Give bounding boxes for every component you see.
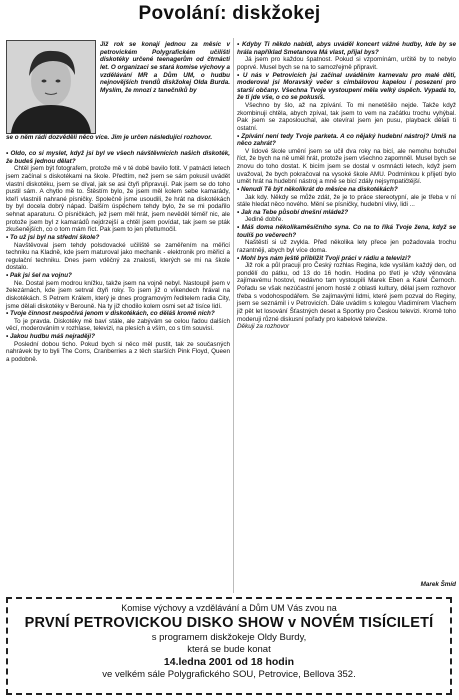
left-column-answer: Navštěvoval jsem tehdy polsdovacké učiliště se zaměřením na měřicí techniku na Kladně, kde jsem maturoval jako mechanik - elektronik pro měřicí a regulační techniku. Dnes jsem vděčný za znalosti, kterých se mi na škole dostalo. [6,241,230,272]
left-column-question: • Tvoje činnost nespočívá jenom v diskotékách, co děláš kromě nich? [6,310,215,318]
left-column-answer: To je pravda. Diskotéky mě baví stále, ale zabývám se celou řadou dalších věcí, moderováním v rozhlase, televizi, na plesích a vším, co s tím souvisí. [6,317,230,333]
left-column-question: • Oldo, co si myslet, když jsi byl ve všech návštěvnících našich diskoték, že budeš jednou dělat? [6,150,230,165]
ad-date: 14.ledna 2001 od 18 hodin [163,656,295,668]
left-column [6,150,230,364]
right-column-question: • Máš doma několikaměsíčního syna. Co na to říká Tvoje žena, když se toulíš po večerech? [237,224,456,239]
right-column [237,41,456,331]
portrait-photo [6,40,96,134]
right-column-question: • U nás v Petrovicích jsi začínal uváděním karnevalu pro malé děti, moderoval jsi Moravský večer s cimbálovou kapelou i posezení pro starší občany. Všechna Tvoje vystoupení měla velký úspěch. Vypadá to, že ti jde vše, o co se pokusíš. [237,71,456,102]
right-column-answer: Již rok a půl pracuji pro Český rozhlas Regina, kde vysílám každý den, od pondělí do pátku, od 13 do 16 hodin. Hodina po třetí je vždy věnována zajímavému hostovi, nedávno tam vystoupili Marek Eben a Karel Černoch. Pořadu se však nezúčastní jenom hosté z oblasti kultury, dělal jsem rozhovor třeba s vodohospodářem. Se zajímavými lidmi, které jsem pozval do Reginy, jsem se seznámil i v Petrovicích. Dále uvádím s kolegou Vladimírem Vlachem již pět let losování Šťastných deset a Sportky pro Českou televizi. Kromě toho moderuji různé diskusní pořady pro kabelové televize. [237,262,456,323]
left-column-question: • Pak jsi šel na vojnu? [6,272,72,279]
right-column-answer: Jedině dobře. [245,216,284,224]
intro-part1: Již rok se konají jednou za měsíc v petrovickém Polygrafickém učilišti diskotéky určené teenagerům od čtrnácti let. O organizaci se stará komise výchovy a vzdělávání MR a Dům UM, o hudbu nejnovějších trendů diskžokej Olda Burda. Myslím, že mnozí z tanečníků by [100,41,230,94]
left-column-question: • To už jsi byl na střední škole? [6,233,100,241]
event-announcement-box [6,597,452,695]
column-divider [233,38,234,593]
right-column-answer: Já jsem pro každou špatnost. Pokud si vzpomínám, určitě by to nebylo poprvé. Musel bych se na to samozřejmě připravit. [237,56,456,71]
right-column-question: • Jak na Tebe působí dnešní mládež? [237,208,349,216]
ad-headline: PRVNÍ PETROVICKOU DISKO SHOW v NOVÉM TISÍCILETÍ [24,615,434,631]
intro-part2: se o něm rádi dozvěděli něco více. Jim je určen následující rozhovor. [6,134,213,141]
right-column-question: • Mohl bys nám ještě přiblížit Tvoji práci v rádiu a televizi? [237,254,411,262]
right-column-answer: Všechno by šlo, až na zpívání. To mi nenetěšilo nejde. Takže když zkombinuji chtěla, abych zpíval, tak jsem to vem na začátku trochu vyhýbal. Pak jsem se zaposlouchal, ale otevíral jsem jen pusu, playback dělali ti ostatní. [237,102,456,132]
author-signature: Marek Šmíd [420,581,456,588]
right-column-question: • Nenudí Tě být několikrát do měsíce na diskotékách? [237,185,398,193]
right-column-answer: Naštěstí si už zvykla. Před několika lety přece jen požadovala trochu razantněji, abych byl více doma. [237,239,456,254]
left-column-answer: Poslední dobou ticho. Pokud bych si něco měl pustit, tak ze současných nahrávek by to byli The Corrs, Cranberries a z těch starších Pink Floyd, Queen a podobně. [6,340,230,363]
article-title: Povolání: diskžokej [138,3,321,24]
portrait-illustration [7,41,95,133]
left-column-answer: Ne. Dostal jsem modrou knížku, takže jsem na vojně nebyl. Nastoupil jsem v železárnách, kde jsem setrval čtyři roky. To jsem již o víkendech hrával na diskotékách. S Petrem Králem, který je dnes programovým ředitelem radia City, jsme dělali diskotéky v Berouně. Na ty již chodilo kolem osmi set až tisíce lidí. [6,279,230,310]
ad-invitation: Komise výchovy a vzdělávání a Dům UM Vás zvou na [121,603,337,613]
right-column-closing: Děkuji za rozhovor [237,323,290,331]
ad-program: s programem diskžokeje Oldy Burdy, [151,632,307,643]
ad-venue: ve velkém sále Polygrafického SOU, Petrovice, Bellova 352. [102,669,356,680]
right-column-question: • Kdyby Ti někdo nabídl, abys uváděl koncert vážné hudby, kde by se hrála například Smetanova Má vlast, přijal bys? [237,41,456,56]
left-column-question: • Jakou hudbu máš nejraději? [6,333,95,340]
right-column-question: • Zpívání není tedy Tvoje parketa. A co nějaký hudební nástroj? Umíš na něco zahrát? [237,132,456,148]
right-column-answer: V lidové škole umění jsem se učil dva roky na bicí, ale nemohu bohužel říct, že bych na ně uměl hrát, protože jsem všechno zapomněl. Musel bych se znovu do toho dostat. K bicím jsem se dostal v osmnácti letech, když jsem uvažoval, že bych pokračoval na vysoké škole AMU. Podmínkou k přijetí bylo umět hrát na hudební nástroj a mně se bicí zdály nejsympatičtější. [237,147,456,186]
ad-will-be-held: která se bude konat [187,644,271,655]
left-column-answer: Chtěl jsem být fotografem, protože mě v té době bavilo fotit. V patnácti letech jsem začínal s diskotékami na škole. Předtím, než jsem se sám pokusil uvádět vlastní diskotéku, jsem se díval, jak se asi čtyři připravují. Pak jsem se do toho pustil sám. A chytlo mě to. Štěstím bylo, že jsem měl kolem sebe kamarády, kteří vlastnili nahrané písničky. Společně jsme usoudili, že hrát na diskotékách by byl docela dobrý nápad. Dalším úspěchem tehdy bylo, že se mi podařilo sehnat aparaturu. O písničkách, jež jsem měl hrát, jsem nevěděl téměř nic, ale protože jsem byl z kamarádů nejdrzejší a chtěl jsem povídat, tak jsem se pták zkušenějších, co o tom mám říct. Pak jsem to jen přetlumočil. [6,165,230,234]
right-column-answer: Jak kdy. Někdy se může zdát, že je to práce stereotypní, ale je třeba v ní stále hledat něco nového. Mění se písničky, hudební vlivy, lidi ... [237,193,456,209]
